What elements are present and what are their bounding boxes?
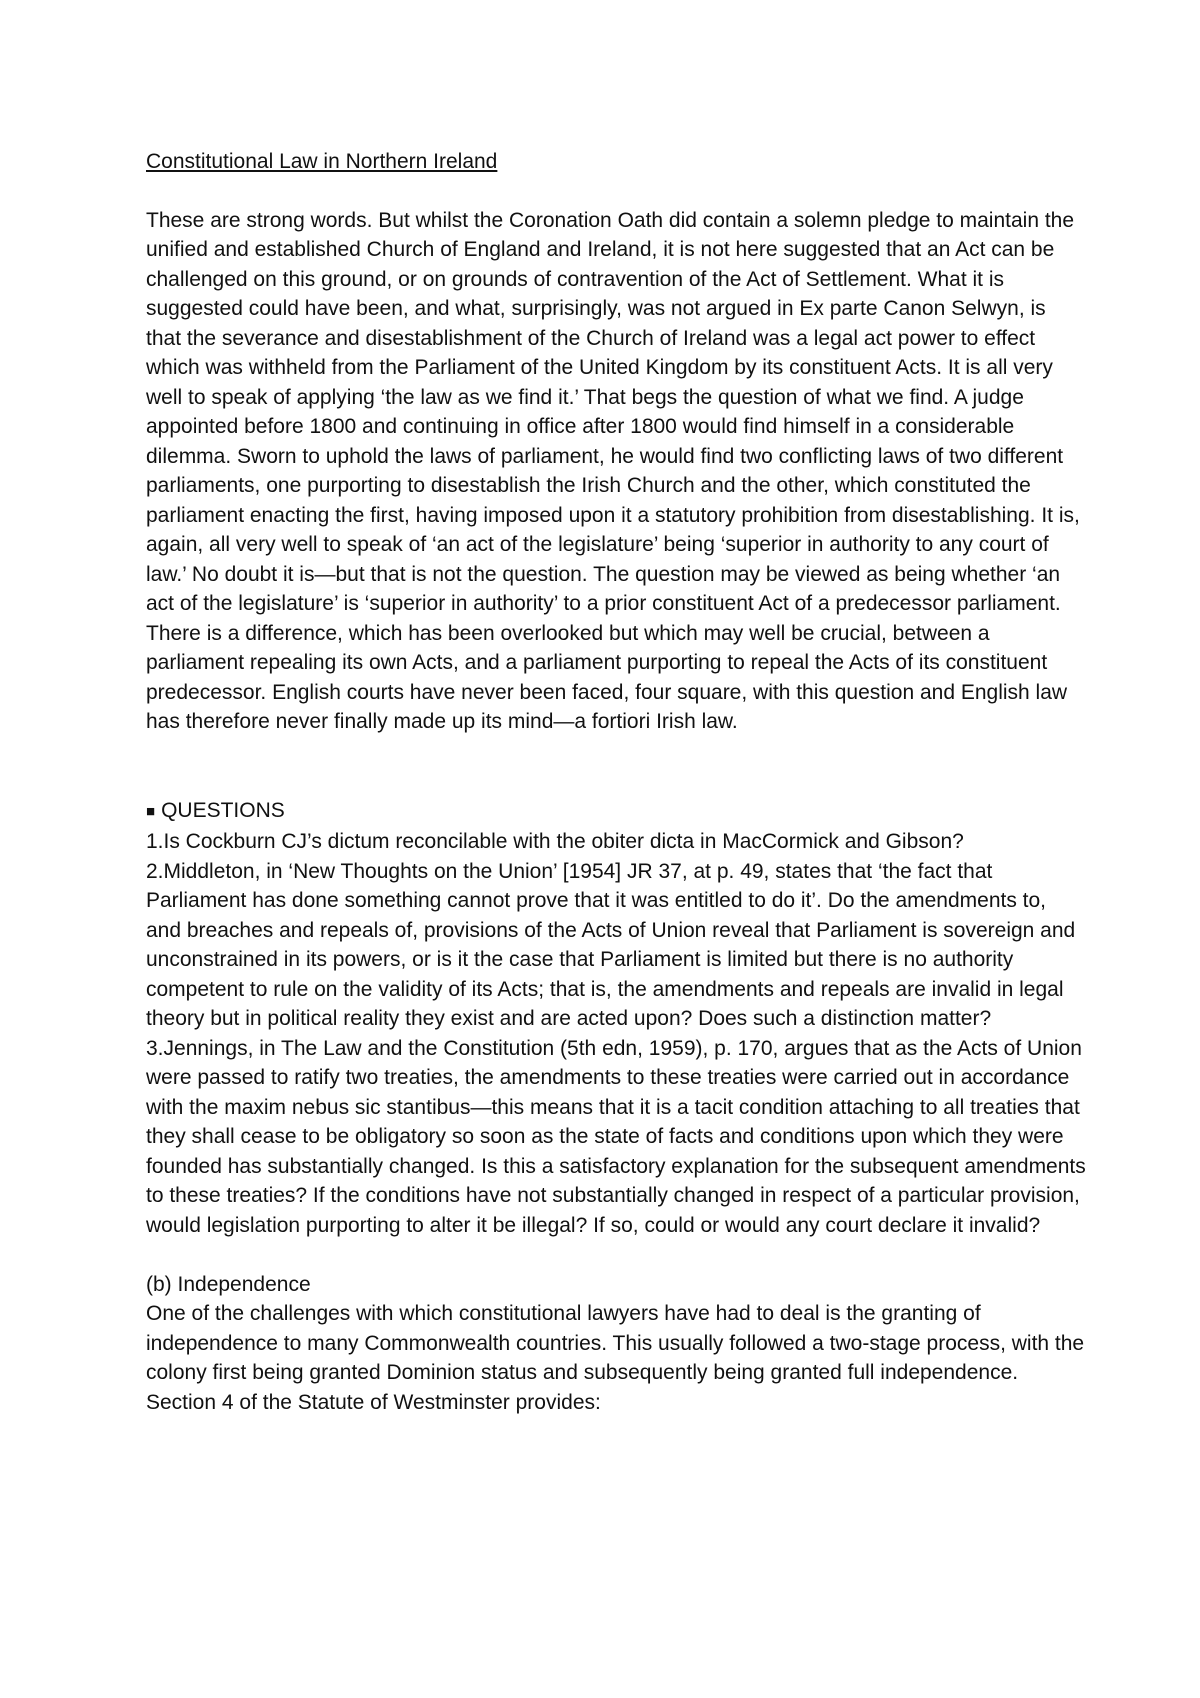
independence-heading: (b) Independence [146,1272,311,1296]
questions-heading-label: QUESTIONS [161,798,285,822]
question-item-1: 1.Is Cockburn CJ’s dictum reconcilable with the obiter dicta in MacCormick and Gibson? [146,830,964,853]
independence-paragraph: One of the challenges with which constitutional lawyers have had to deal is the granting of independence to many Commonwealth countries. This usually followed a two-stage process, with the colony first being granted Dominion status and subsequently being granted full independence. Section 4 of the Statute of Westminster provides: [146,1302,1085,1414]
intro-paragraph: These are strong words. But whilst the Coronation Oath did contain a solemn pledge to maintain the unified and established Church of England and Ireland, it is not here suggested that an Act can be challenged on this ground, or on grounds of contravention of the Act of Settlement. What it is suggested could have been, and what, surprisingly, was not argued in Ex parte Canon Selwyn, is that the severance and disestablishment of the Church of Ireland was a legal act power to effect which was withheld from the Parliament of the United Kingdom by its constituent Acts. It is all very well to speak of applying ‘the law as we find it.’ That begs the question of what we find. A judge appointed before 1800 and continuing in office after 1800 would find himself in a considerable dilemma. Sworn to uphold the laws of parliament, he would find two conflicting laws of two different parliaments, one purporting to disestablish the Irish Church and the other, which constituted the parliament enacting the first, having imposed upon it a statutory prohibition from disestablishing. It is, again, all very well to speak of ‘an act of the legislature’ being ‘superior in authority to any court of law.’ No doubt it is—but that is not the question. The question may be viewed as being whether ‘an act of the legislature’ is ‘superior in authority’ to a prior constituent Act of a predecessor parliament. There is a difference, which has been overlooked but which may well be crucial, between a parliament repealing its own Acts, and a parliament purporting to repeal the Acts of its constituent predecessor. English courts have never been faced, four square, with this question and English law has therefore never finally made up its mind—a fortiori Irish law. [146,208,1080,733]
section-spacer [146,1240,1086,1270]
questions-heading [146,796,1086,828]
question-item-3: 3.Jennings, in The Law and the Constitution (5th edn, 1959), p. 170, argues that as the Acts of Union were passed to ratify two treaties, the amendments to these treaties were carried out in accordance with the maxim nebus sic stantibus—this means that it is a tacit condition attaching to all treaties that they shall cease to be obligatory so soon as the state of facts and conditions upon which they were founded has substantially changed. Is this a satisfactory explanation for the subsequent amendments to these treaties? If the conditions have not substantially changed in respect of a particular provision, would legislation purporting to alter it be illegal? If so, could or would any court declare it invalid? [146,1036,1086,1237]
question-item-2: 2.Middleton, in ‘New Thoughts on the Union’ [1954] JR 37, at p. 49, states that ‘the fact that Parliament has done something cannot prove that it was entitled to do it’. Do the amendments to, and breaches and repeals of, provisions of the Acts of Union reveal that Parliament is sovereign and unconstrained in its powers, or is it the case that Parliament is limited but there is no authority competent to rule on the validity of its Acts; that is, the amendments and repeals are invalid in legal theory but in political reality they exist and are acted upon? Does such a distinction matter? [146,859,1076,1030]
section-spacer [146,737,1086,796]
square-bullet-icon: ■ [146,802,156,820]
document-title: Constitutional Law in Northern Ireland [146,150,498,173]
document-page [146,147,1086,1417]
